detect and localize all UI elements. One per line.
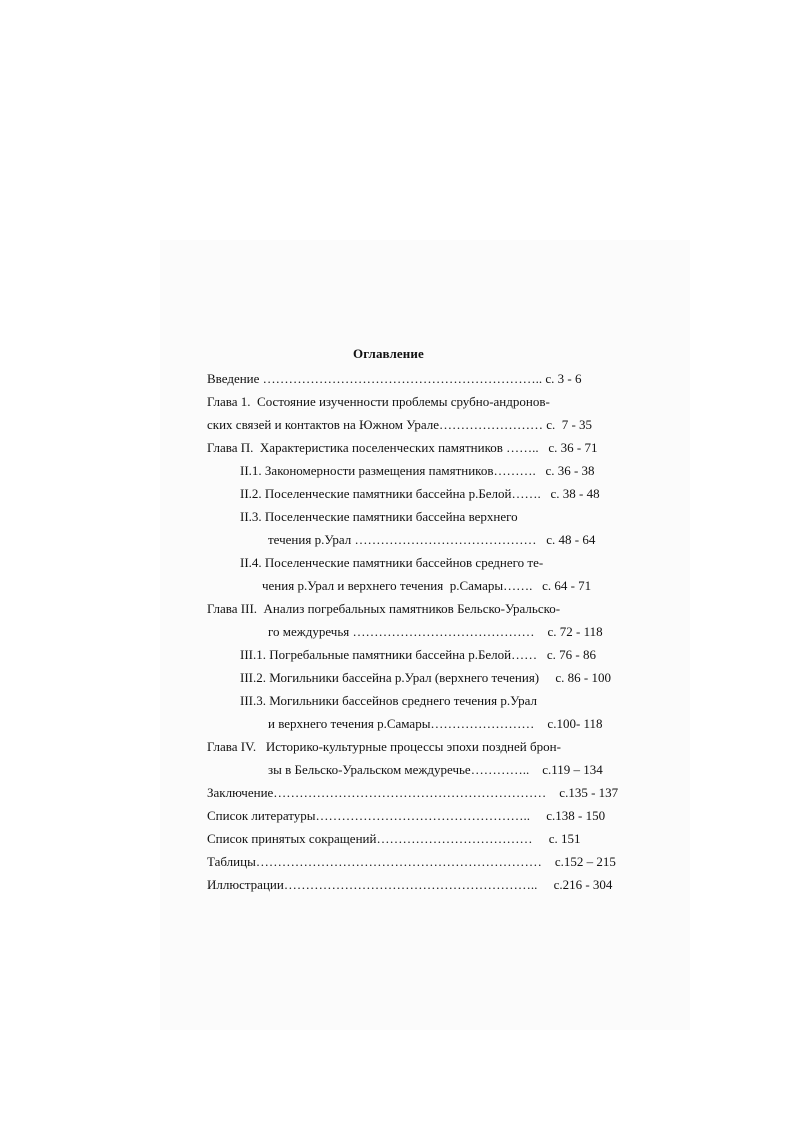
toc-entry-introduction: Введение ……………………………………………………….. с. 3 - 6 bbox=[207, 371, 582, 386]
toc-entry-section-2-4: II.4. Поселенческие памятники бассейнов среднего те- bbox=[240, 555, 544, 570]
toc-entry-chapter-3-cont: го междуречья …………………………………… с. 72 - 118 bbox=[268, 624, 603, 639]
toc-entry-bibliography: Список литературы………………………………………….. с.138 - 150 bbox=[207, 808, 606, 823]
toc-entry-chapter-4: Глава IV. Историко-культурные процессы эпохи поздней брон- bbox=[207, 739, 561, 754]
toc-title: Оглавление bbox=[353, 346, 424, 361]
toc-entry-abbreviations: Список принятых сокращений……………………………… с. 151 bbox=[207, 831, 581, 846]
toc-entry-illustrations: Иллюстрации………………………………………………….. с.216 - 304 bbox=[207, 877, 613, 892]
toc-entry-conclusion: Заключение……………………………………………………… с.135 - 137 bbox=[207, 785, 619, 800]
toc-entry-section-3-3-cont: и верхнего течения р.Самары…………………… с.100- 118 bbox=[268, 716, 603, 731]
toc-entry-chapter-4-cont: зы в Бельско-Уральском междуречье………….. с.119 – 134 bbox=[268, 762, 603, 777]
toc-entry-section-2-4-cont: чения р.Урал и верхнего течения р.Самары……. с. 64 - 71 bbox=[262, 578, 592, 593]
toc-entry-section-3-2: III.2. Могильники бассейна р.Урал (верхнего течения) с. 86 - 100 bbox=[240, 670, 611, 685]
toc-entry-tables: Таблицы………………………………………………………… с.152 – 215 bbox=[207, 854, 616, 869]
toc-entry-section-3-1: III.1. Погребальные памятники бассейна р.Белой…… с. 76 - 86 bbox=[240, 647, 596, 662]
toc-entry-section-2-3: II.3. Поселенческие памятники бассейна верхнего bbox=[240, 509, 518, 524]
toc-entry-chapter-3: Глава III. Анализ погребальных памятников Бельско-Уральско- bbox=[207, 601, 561, 616]
toc-entry-section-2-1: II.1. Закономерности размещения памятников………. с. 36 - 38 bbox=[240, 463, 595, 478]
toc-entry-section-2-2: II.2. Поселенческие памятники бассейна р.Белой……. с. 38 - 48 bbox=[240, 486, 600, 501]
toc-entry-section-3-3: III.3. Могильники бассейнов среднего течения р.Урал bbox=[240, 693, 538, 708]
toc-entry-chapter-1-cont: ских связей и контактов на Южном Урале…………………… с. 7 - 35 bbox=[207, 417, 593, 432]
toc-entry-chapter-2: Глава П. Характеристика поселенческих памятников …….. с. 36 - 71 bbox=[207, 440, 598, 455]
toc-entry-chapter-1: Глава 1. Состояние изученности проблемы срубно-андронов- bbox=[207, 394, 550, 409]
toc-entry-section-2-3-cont: течения р.Урал …………………………………… с. 48 - 64 bbox=[268, 532, 596, 547]
